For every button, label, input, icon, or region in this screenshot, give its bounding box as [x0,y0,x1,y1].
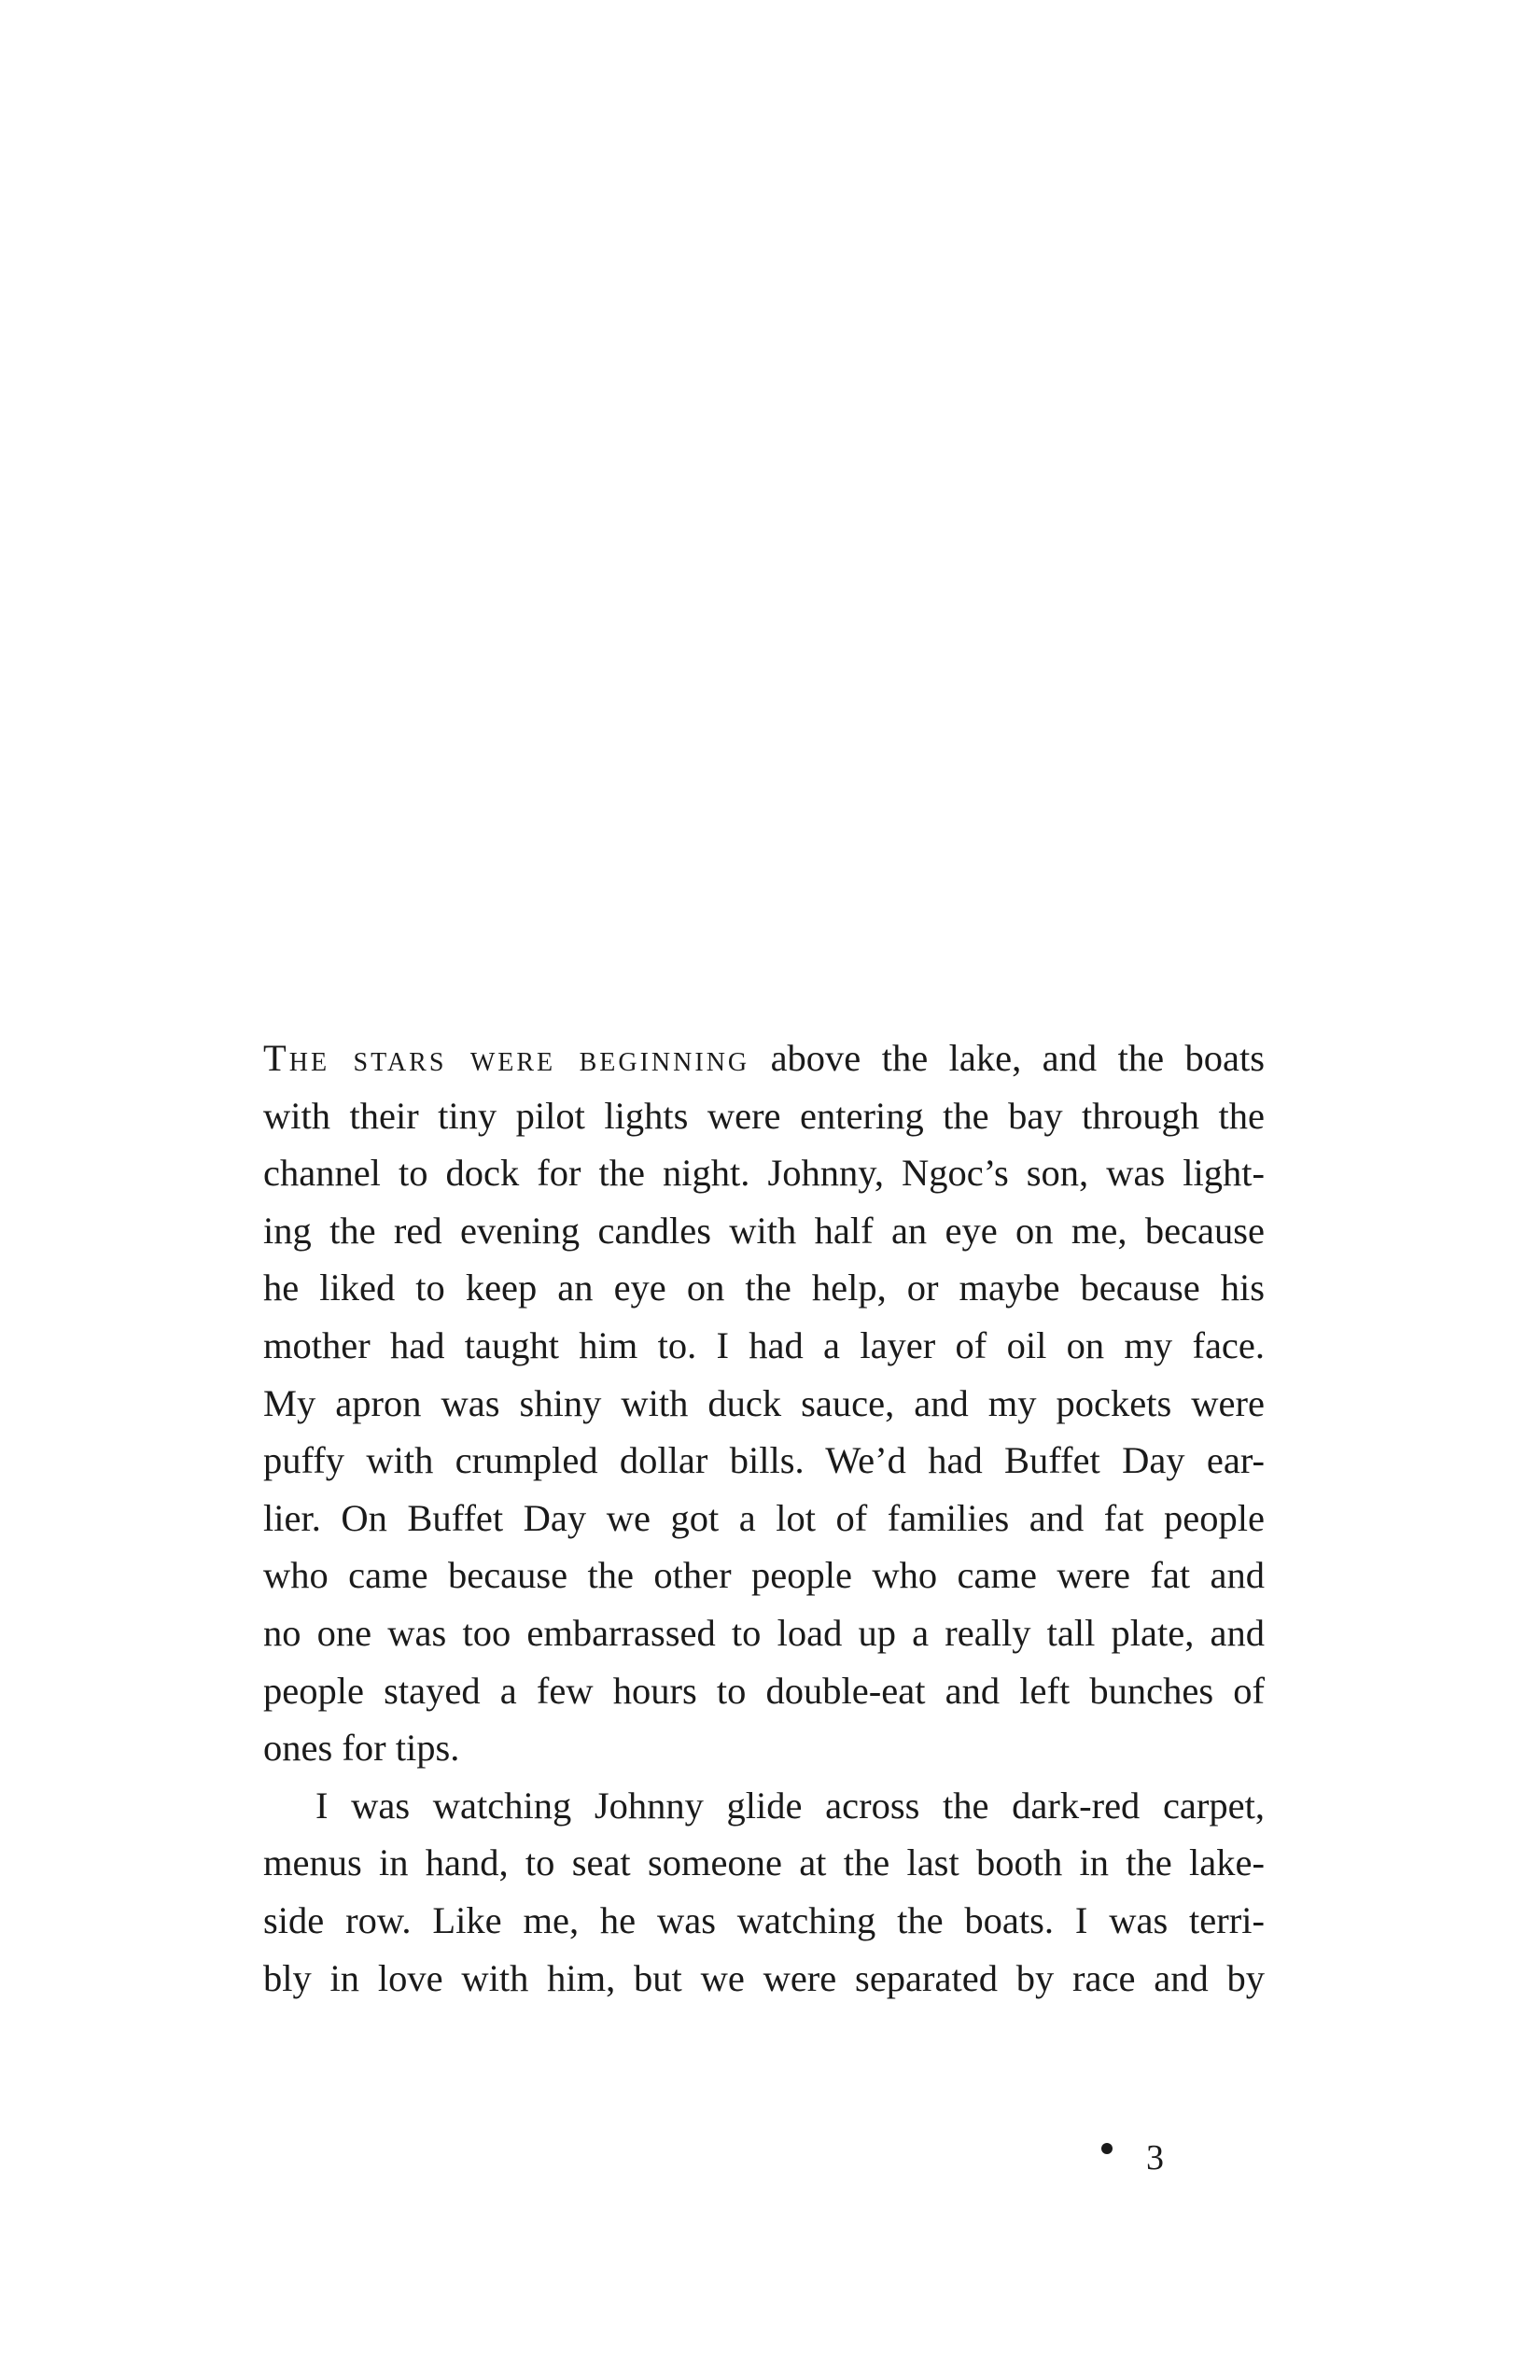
bullet-icon [1101,2143,1113,2154]
page-number: 3 [1146,2138,1164,2177]
text-line: side row. Like me, he was watching the boats. I was terri- [263,1898,1265,1941]
text-line: My apron was shiny with duck sauce, and my pockets were [263,1381,1265,1424]
text-line: people stayed a few hours to double-eat and left bunches of [263,1669,1265,1712]
body-text [263,1029,1265,2007]
text-line: puffy with crumpled dollar bills. We’d had Buffet Day ear- [263,1439,1265,1482]
text-line: bly in love with him, but we were separated by race and by [263,1956,1265,1999]
text-line: ones for tips. [263,1727,460,1770]
text-line: who came because the other people who came were fat and [263,1554,1265,1597]
lead-in-smallcaps: The stars were beginning [263,1037,750,1079]
text-line: menus in hand, to seat someone at the last booth in the lake- [263,1841,1265,1884]
text-line: no one was too embarrassed to load up a really tall plate, and [263,1611,1265,1654]
text-line: mother had taught him to. I had a layer of oil on my face. [263,1323,1265,1366]
text-line: channel to dock for the night. Johnny, Ngoc’s son, was light- [263,1152,1265,1195]
page-footer [1101,2137,1164,2178]
text-line: I was watching Johnny glide across the dark-red carpet, [315,1784,1265,1827]
text-line: he liked to keep an eye on the help, or maybe because his [263,1267,1265,1309]
text-line: The stars were beginning above the lake, and the boats [263,1037,1265,1079]
text-line: lier. On Buffet Day we got a lot of families and fat people [263,1496,1265,1539]
text-line: with their tiny pilot lights were entering the bay through the [263,1094,1265,1137]
text-line: ing the red evening candles with half an eye on me, because [263,1209,1265,1252]
